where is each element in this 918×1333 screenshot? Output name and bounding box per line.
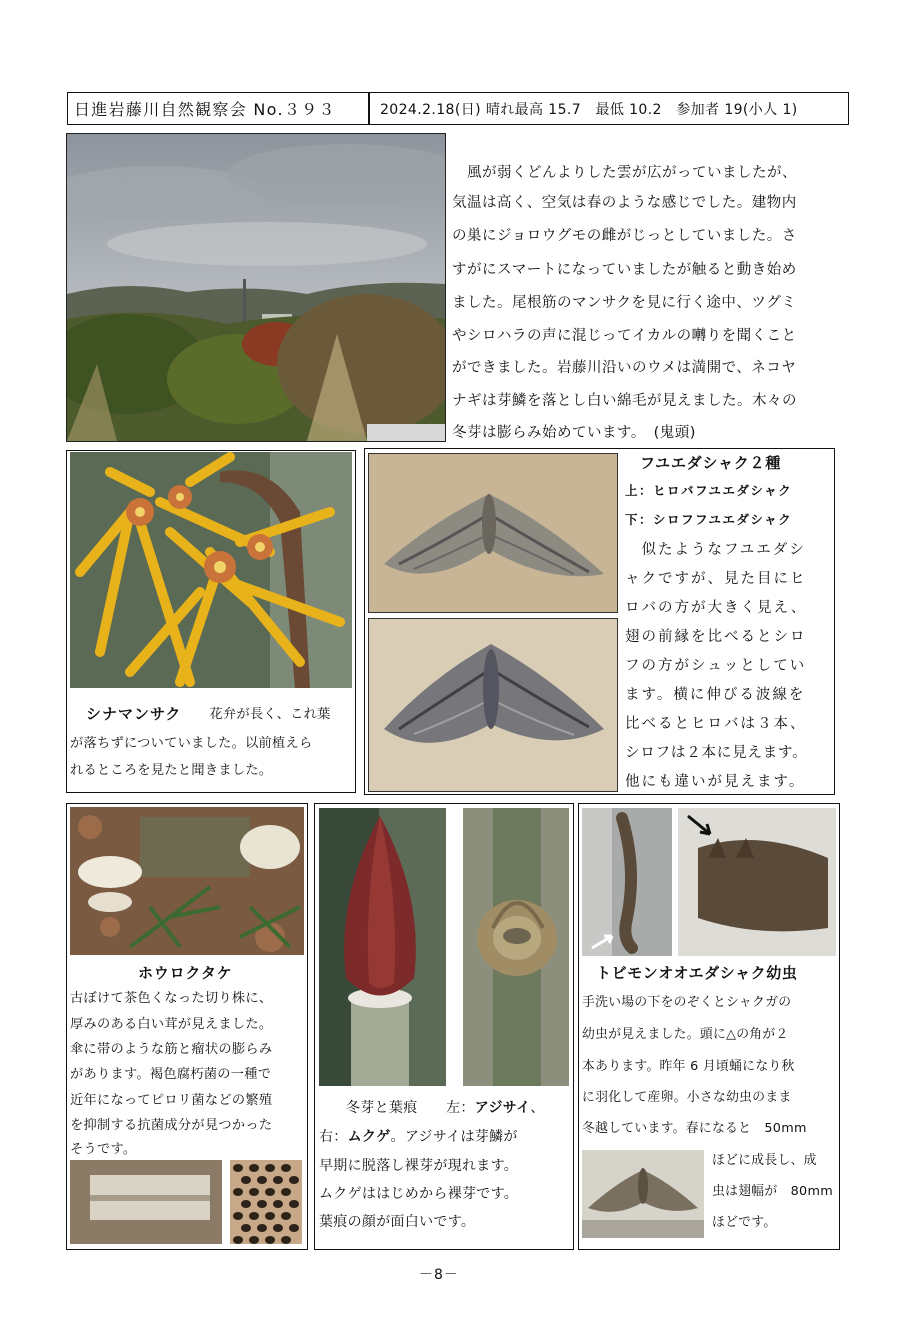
larva-side-line: ほどです。: [712, 1215, 777, 1230]
intro-line: 冬芽は膨らみ始めています。 (鬼頭): [452, 425, 696, 441]
moth-line: 似たようなフユエダシ: [625, 542, 806, 558]
fungus-line: 傘に帯のような筋と瘤状の膨らみ: [70, 1042, 273, 1057]
manzaku-line: れるところを見たと聞きました。: [70, 763, 273, 778]
moth-line: ャクですが、見た目にヒ: [625, 571, 807, 587]
larva-side-line: 虫は翅幅が 80mm: [712, 1184, 833, 1199]
intro-line: の巣にジョロウグモの雌がじっとしていました。さ: [452, 228, 797, 244]
larva-line: 本あります。昨年 6 月頃蛹になり秋: [582, 1059, 795, 1074]
fungus-line: 近年になってピロリ菌などの繁殖: [70, 1093, 273, 1108]
intro-line: ができました。岩藤川沿いのウメは満開で、ネコヤ: [452, 360, 797, 376]
larva-line: 冬越しています。春になると 50mm: [582, 1121, 807, 1136]
fungus-line: 厚みのある白い茸が見えました。: [70, 1017, 273, 1032]
header-details: 2024.2.18(日) 晴れ最高 15.7 最低 10.2 参加者 19(小人 1): [380, 102, 798, 118]
page-number: －8－: [419, 1267, 459, 1283]
manzaku-name: シナマンサク: [86, 705, 182, 723]
larva-line: 幼虫が見えました。頭に△の角が２: [582, 1027, 789, 1042]
moth-line: シロフは２本に見えます。: [625, 745, 808, 761]
intro-line: やシロハラの声に混じってイカルの囀りを聞くこと: [452, 328, 797, 344]
fungus-line: そうです。: [70, 1142, 137, 1157]
buds-caption-rest: 。アジサイは芽鱗が: [390, 1129, 518, 1145]
adult-moth-photo: [582, 1150, 704, 1238]
larva-title: トビモンオオエダシャク幼虫: [596, 964, 798, 982]
shirofufuyuedashaku-photo: [368, 618, 618, 792]
header-divider: [368, 93, 370, 124]
larva-line: 手洗い場の下をのぞくとシャクガの: [582, 995, 792, 1010]
larva-side-line: ほどに成長し、成: [712, 1153, 817, 1168]
moth-line: ます。横に伸びる波線を: [625, 687, 806, 703]
buds-caption-line1: [346, 1095, 545, 1122]
larva-photo: [582, 808, 672, 956]
buds-caption-comma: 、: [530, 1100, 545, 1116]
intro-line: ナギは芽鱗を落とし白い綿毛が見えました。木々の: [452, 393, 797, 409]
moth-title: フユエダシャク２種: [640, 454, 782, 472]
witch-hazel-photo: [70, 452, 352, 688]
moth-line: 他にも違いが見えます。: [625, 774, 806, 790]
buds-line: ムクゲははじめから裸芽です。: [319, 1186, 519, 1202]
fungus-line: 古ぼけて茶色くなった切り株に、: [70, 991, 273, 1006]
moth-line: ロバの方が大きく見え、: [625, 600, 808, 616]
landscape-photo: [66, 133, 446, 442]
fungus-line: があります。褐色腐朽菌の一種で: [70, 1067, 272, 1082]
mukuge-bud-photo: [463, 808, 569, 1086]
header-title: 日進岩藤川自然観察会 No.３９３: [74, 100, 336, 119]
buds-line: 葉痕の顔が面白いです。: [319, 1214, 476, 1230]
intro-line: すがにスマートになっていましたが触ると動き始め: [452, 262, 797, 278]
larva-line: に羽化して産卵。小さな幼虫のまま: [582, 1090, 792, 1105]
intro-line: 気温は高く、空気は春のような感じでした。建物内: [452, 195, 797, 211]
fungus-line: を抑制する抗菌成分が見つかった: [70, 1118, 273, 1133]
moth-line: 翅の前縁を比べるとシロ: [625, 629, 807, 645]
ajisai-name: アジサイ: [474, 1100, 531, 1116]
larva-head-photo: [678, 808, 836, 956]
moth-lower-label: 下：シロフフユエダシャク: [625, 512, 793, 527]
buds-caption-prefix: 冬芽と葉痕 左：: [346, 1100, 475, 1116]
intro-line: 風が弱くどんよりした雲が広がっていましたが、: [452, 165, 797, 181]
moth-line: フの方がシュッとしてい: [625, 658, 807, 674]
header-bar: [67, 92, 849, 125]
buds-caption-line2: [319, 1124, 518, 1151]
hirobafuyuedashaku-photo: [368, 453, 618, 613]
buds-caption-right: 右：: [319, 1129, 348, 1145]
fungus-pores-photo: [230, 1160, 302, 1244]
moth-line: 比べるとヒロバは３本、: [625, 716, 807, 732]
manzaku-line: 花弁が長く、これ葉: [196, 707, 331, 722]
ajisai-bud-photo: [319, 808, 446, 1086]
stump-fungus-photo: [70, 807, 304, 955]
moth-upper-label: 上：ヒロバフユエダシャク: [625, 483, 793, 498]
buds-line: 早期に脱落し裸芽が現れます。: [319, 1158, 519, 1174]
fungus-name: ホウロクタケ: [138, 964, 233, 982]
fungus-underside-photo: [70, 1160, 222, 1244]
manzaku-line: が落ちずについていました。以前植えら: [70, 736, 313, 751]
mukuge-name: ムクゲ: [347, 1129, 391, 1145]
intro-line: ました。尾根筋のマンサクを見に行く途中、ツグミ: [452, 295, 797, 311]
